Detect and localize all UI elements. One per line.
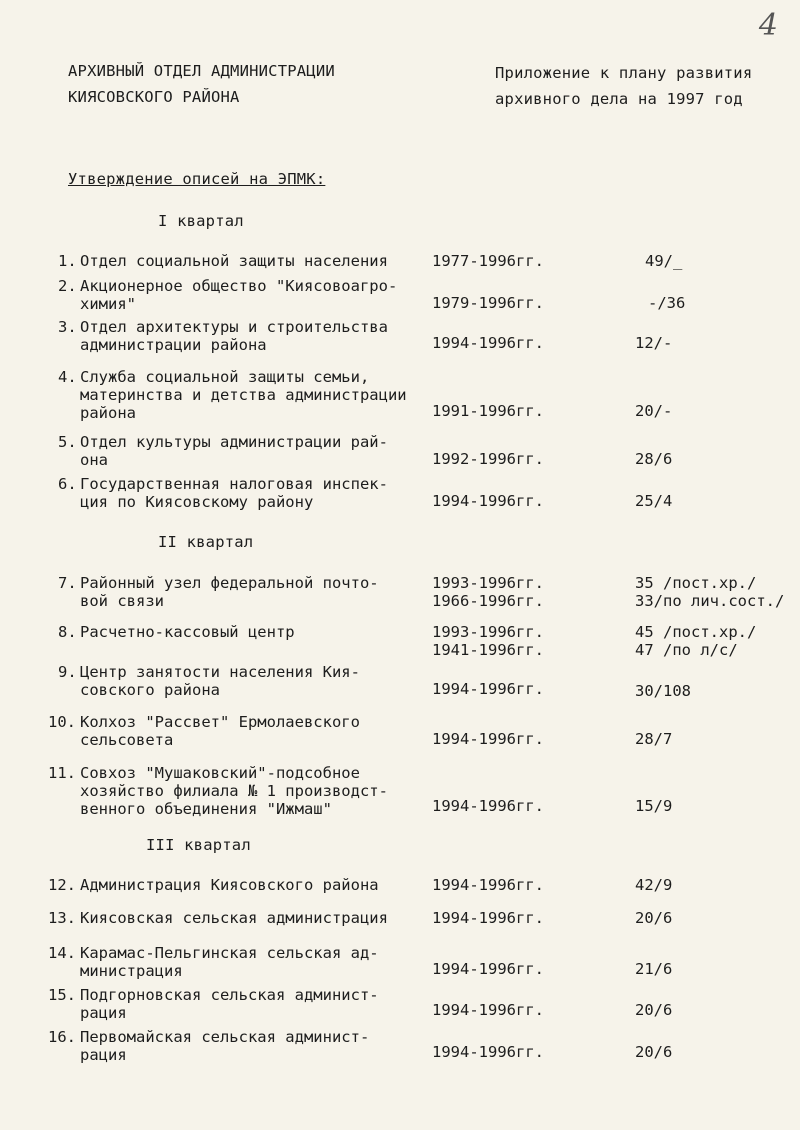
item-organization: Первомайская сельская админист- рация [80,1028,370,1064]
item-number: 2. [58,277,77,295]
item-count: 20/- [635,402,673,420]
item-organization: Центр занятости населения Кия- совского района [80,663,360,699]
item-years: 1994-1996гг. [432,909,544,927]
item-organization: Колхоз "Рассвет" Ермолаевского сельсовета [80,713,360,749]
item-number: 7. [58,574,77,592]
item-number: 13. [48,909,76,927]
item-years: 1994-1996гг. [432,492,544,510]
item-organization: Совхоз "Мушаковский"-подсобное хозяйство филиала № 1 производст- венного объединения "Ижмаш" [80,764,388,818]
item-organization: Подгорновская сельская админист- рация [80,986,379,1022]
item-number: 6. [58,475,77,493]
item-number: 4. [58,368,77,386]
item-years: 1994-1996гг. [432,876,544,894]
item-number: 3. [58,318,77,336]
item-number: 11. [48,764,76,782]
item-number: 5. [58,433,77,451]
item-count: 45 /пост.хр./ 47 /по л/с/ [635,623,757,659]
item-years: 1992-1996гг. [432,450,544,468]
item-count: 15/9 [635,797,673,815]
item-organization: Акционерное общество "Киясовоагро- химия" [80,277,398,313]
item-organization: Киясовская сельская администрация [80,909,388,927]
item-organization: Администрация Киясовского района [80,876,379,894]
item-years: 1994-1996гг. [432,680,544,698]
item-count: 35 /пост.хр./ 33/по лич.сост./ [635,574,785,610]
item-count: 12/- [635,334,673,352]
item-years: 1994-1996гг. [432,797,544,815]
quarter-1-heading: I квартал [158,212,244,230]
header-org-line1: АРХИВНЫЙ ОТДЕЛ АДМИНИСТРАЦИИ [68,62,335,80]
item-years: 1993-1996гг. 1941-1996гг. [432,623,544,659]
item-count: 20/6 [635,1001,673,1019]
item-count: 30/108 [635,682,691,700]
item-count: 21/6 [635,960,673,978]
item-number: 9. [58,663,77,681]
item-count: 25/4 [635,492,673,510]
item-years: 1979-1996гг. [432,294,544,312]
header-org-line2: КИЯСОВСКОГО РАЙОНА [68,88,240,106]
item-number: 8. [58,623,77,641]
quarter-2-heading: II квартал [158,533,254,551]
item-organization: Карамас-Пельгинская сельская ад- министрация [80,944,379,980]
item-organization: Отдел архитектуры и строительства администрации района [80,318,388,354]
item-count: 42/9 [635,876,673,894]
item-number: 14. [48,944,76,962]
item-count: 20/6 [635,1043,673,1061]
item-count: 28/7 [635,730,673,748]
item-number: 10. [48,713,76,731]
item-organization: Районный узел федеральной почто- вой связи [80,574,379,610]
item-years: 1991-1996гг. [432,402,544,420]
item-years: 1994-1996гг. [432,1001,544,1019]
section-title: Утверждение описей на ЭПМК: [68,170,326,188]
item-count: -/36 [648,294,686,312]
header-appendix-line1: Приложение к плану развития [495,64,753,82]
item-years: 1993-1996гг. 1966-1996гг. [432,574,544,610]
item-number: 1. [58,252,77,270]
item-count: 20/6 [635,909,673,927]
item-organization: Отдел культуры администрации рай- она [80,433,388,469]
quarter-3-heading: III квартал [146,836,251,854]
item-count: 28/6 [635,450,673,468]
page-number: 4 [758,8,778,43]
item-number: 16. [48,1028,76,1046]
item-organization: Расчетно-кассовый центр [80,623,295,641]
item-number: 12. [48,876,76,894]
item-organization: Государственная налоговая инспек- ция по Киясовскому району [80,475,388,511]
item-number: 15. [48,986,76,1004]
item-organization: Отдел социальной защиты населения [80,252,388,270]
item-years: 1994-1996гг. [432,334,544,352]
header-appendix-line2: архивного дела на 1997 год [495,90,743,108]
item-organization: Служба социальной защиты семьи, материнства и детства администрации района [80,368,407,422]
item-years: 1994-1996гг. [432,730,544,748]
item-years: 1994-1996гг. [432,1043,544,1061]
item-count: 49/_ [645,252,683,270]
item-years: 1994-1996гг. [432,960,544,978]
item-years: 1977-1996гг. [432,252,544,270]
